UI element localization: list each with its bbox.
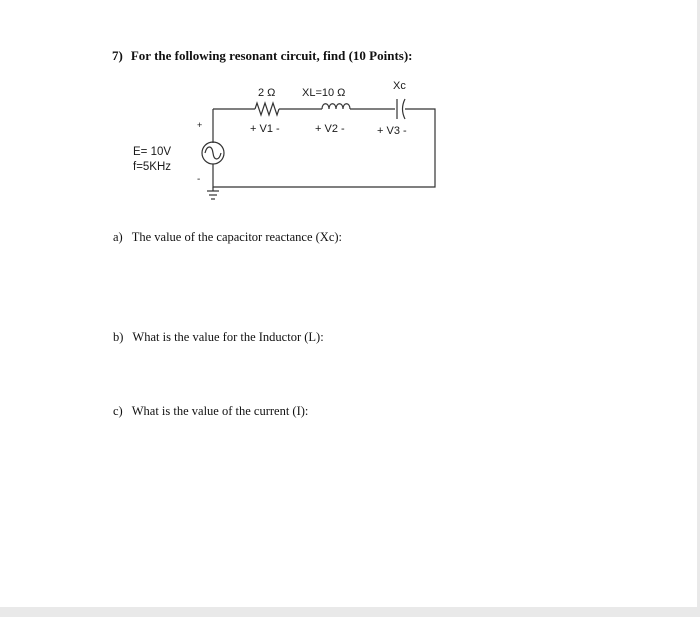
part-a [113, 230, 342, 245]
question-number: 7) [112, 48, 123, 63]
capacitor-plate-right [403, 99, 406, 119]
part-b-text: What is the value for the Inductor (L): [132, 330, 324, 344]
v3-label: + V3 - [377, 125, 407, 137]
resonant-circuit-diagram [0, 0, 700, 240]
part-a-text: The value of the capacitor reactance (Xc): [131, 230, 343, 244]
v2-label: + V2 - [315, 123, 345, 135]
source-minus-sign: - [197, 174, 201, 185]
source-frequency-label: f=5KHz [133, 161, 172, 173]
resistor-symbol [255, 103, 279, 115]
part-c [113, 404, 308, 419]
part-b-letter: b) [113, 330, 124, 344]
v1-label: + V1 - [250, 123, 280, 135]
capacitor-label: Xc [393, 80, 406, 92]
part-b [113, 330, 324, 345]
part-c-letter: c) [113, 404, 123, 418]
source-voltage-label: E= 10V [133, 146, 172, 158]
question-text: For the following resonant circuit, find (10 Points): [130, 48, 413, 63]
resistor-label: 2 Ω [258, 87, 276, 99]
part-c-text: What is the value of the current (I): [131, 404, 309, 418]
ac-sine-wave [205, 147, 221, 159]
source-plus-sign: + [197, 120, 203, 130]
inductor-label: XL=10 Ω [302, 87, 346, 99]
inductor-symbol [322, 104, 350, 109]
left-wire [213, 109, 435, 187]
part-a-letter: a) [113, 230, 123, 244]
